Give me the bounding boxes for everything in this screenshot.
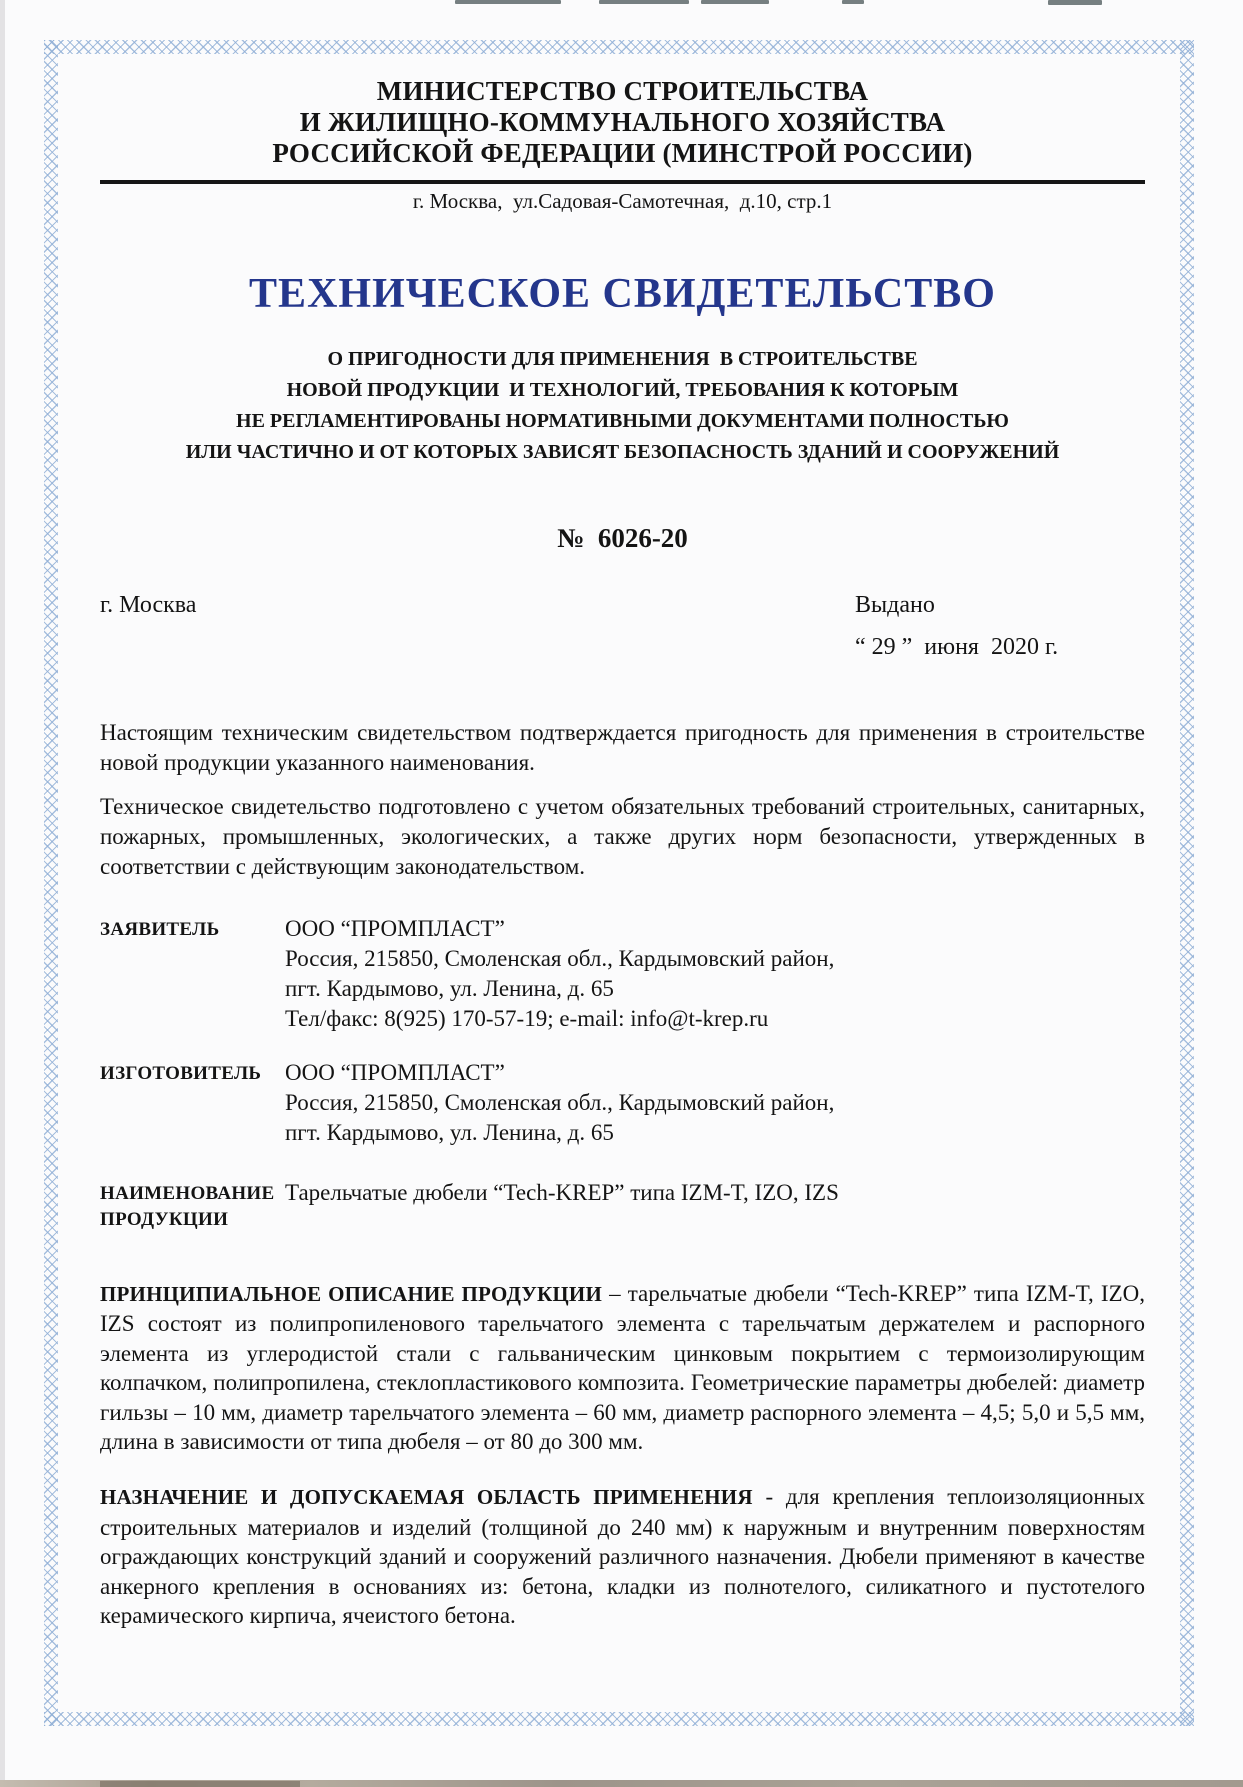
product-name-value: [285, 1178, 1145, 1233]
scan-artifact-top: [1048, 0, 1102, 5]
document-content: [0, 76, 1243, 1630]
applicant-line: Тел/факс: 8(925) 170-57-19; e-mail: info@t-krep.ru: [285, 1006, 769, 1031]
section-manufacturer: [100, 1058, 1145, 1148]
subtitle-line-3: НЕ РЕГЛАМЕНТИРОВАНЫ НОРМАТИВНЫМИ ДОКУМЕНТАМИ ПОЛНОСТЬЮ: [236, 410, 1009, 432]
issued-label: Выдано: [855, 592, 935, 618]
manufacturer-line: ООО “ПРОМПЛАСТ”: [285, 1060, 505, 1085]
paragraph-prepared: Техническое свидетельство подготовлено с учетом обязательных требований строительных, санитарных, пожарных, промышленных, экологических, а также других норм безопасности, утвержденных в соответствии с действующим законодательством.: [100, 794, 1145, 879]
subtitle-line-1: О ПРИГОДНОСТИ ДЛЯ ПРИМЕНЕНИЯ В СТРОИТЕЛЬСТВЕ: [327, 348, 918, 370]
manufacturer-label: ИЗГОТОВИТЕЛЬ: [100, 1063, 262, 1084]
issue-block: [855, 590, 1145, 662]
manufacturer-value: [285, 1058, 1145, 1148]
product-name-line: Тарельчатые дюбели “Tech-KREP” типа IZM-T, IZO, IZS: [285, 1180, 839, 1205]
section-product-name: [100, 1178, 1145, 1233]
scan-artifact-top: [455, 0, 561, 4]
applicant-line: ООО “ПРОМПЛАСТ”: [285, 916, 505, 941]
document-subtitle: [100, 344, 1145, 468]
description-label: ПРИНЦИПИАЛЬНОЕ ОПИСАНИЕ ПРОДУКЦИИ: [100, 1282, 602, 1306]
section-applicant: [100, 914, 1145, 1034]
manufacturer-line: пгт. Кардымово, ул. Ленина, д. 65: [285, 1120, 614, 1145]
issue-row: [100, 590, 1145, 662]
ministry-line-1: МИНИСТЕРСТВО СТРОИТЕЛЬСТВА: [376, 76, 869, 106]
purpose-text: - для крепления теплоизоляционных строительных материалов и изделий (толщиной до 240 мм) к наружным и внутренним поверхностям ограждающих конструкций зданий и сооружений различного назначения. Дюбели применяют в качестве анкерного крепления в основаниях из: бетона, кладки из полнотелого, силикатного и пустотелого керамического кирпича, ячеистого бетона.: [100, 1484, 1145, 1629]
ministry-address: г. Москва, ул.Садовая-Самотечная, д.10, стр.1: [412, 189, 833, 213]
scan-artifact-top: [701, 0, 769, 4]
paragraph-description: [100, 1279, 1145, 1456]
manufacturer-line: Россия, 215850, Смоленская обл., Кардымовский район,: [285, 1090, 835, 1115]
description-text: – тарельчатые дюбели “Tech-KREP” типа IZM-T, IZO, IZS состоят из полипропиленового тарельчатого элемента с тарельчатым держателем и распорного элемента из углеродистой стали с гальваническим цинковым покрытием с термоизолирующим колпачком, полипропилена, стеклопластикового композита. Геометрические параметры дюбелей: диаметр гильзы – 10 мм, диаметр тарельчатого элемента – 60 мм, диаметр распорного элемента – 4,5; 5,0 и 5,5 мм, длина в зависимости от типа дюбеля – от 80 до 300 мм.: [100, 1281, 1145, 1455]
header-divider-line: [100, 180, 1145, 184]
applicant-label: ЗАЯВИТЕЛЬ: [100, 919, 220, 940]
product-name-label: НАИМЕНОВАНИЕ ПРОДУКЦИИ: [100, 1183, 275, 1230]
ministry-header: [100, 76, 1145, 169]
issue-city: г. Москва: [100, 592, 197, 618]
subtitle-line-2: НОВОЙ ПРОДУКЦИИ И ТЕХНОЛОГИЙ, ТРЕБОВАНИЯ К КОТОРЫМ: [286, 379, 959, 401]
applicant-line: Россия, 215850, Смоленская обл., Кардымовский район,: [285, 946, 835, 971]
applicant-value: [285, 914, 1145, 1034]
decorative-border-top: [44, 40, 1194, 54]
ministry-line-2: И ЖИЛИЩНО-КОММУНАЛЬНОГО ХОЗЯЙСТВА: [299, 107, 946, 137]
scan-artifact-top: [599, 0, 689, 4]
purpose-label: НАЗНАЧЕНИЕ И ДОПУСКАЕМАЯ ОБЛАСТЬ ПРИМЕНЕНИЯ: [100, 1485, 753, 1510]
issued-date: “ 29 ” июня 2020 г.: [855, 634, 1059, 660]
ministry-line-3: РОССИЙСКОЙ ФЕДЕРАЦИИ (МИНСТРОЙ РОССИИ): [272, 138, 973, 168]
paragraph-purpose: [100, 1482, 1145, 1630]
document-title: ТЕХНИЧЕСКОЕ СВИДЕТЕЛЬСТВО: [249, 271, 996, 317]
scan-artifact-top: [842, 0, 864, 4]
decorative-border-bottom: [44, 1712, 1194, 1726]
applicant-line: пгт. Кардымово, ул. Ленина, д. 65: [285, 976, 614, 1001]
subtitle-line-4: ИЛИ ЧАСТИЧНО И ОТ КОТОРЫХ ЗАВИСЯТ БЕЗОПАСНОСТЬ ЗДАНИЙ И СООРУЖЕНИЙ: [185, 441, 1060, 463]
paragraph-intro: Настоящим техническим свидетельством подтверждается пригодность для применения в строительстве новой продукции указанного наименования.: [100, 720, 1145, 775]
scan-edge-bottom-shadow: [100, 1781, 300, 1787]
certificate-number: № 6026-20: [557, 523, 688, 553]
